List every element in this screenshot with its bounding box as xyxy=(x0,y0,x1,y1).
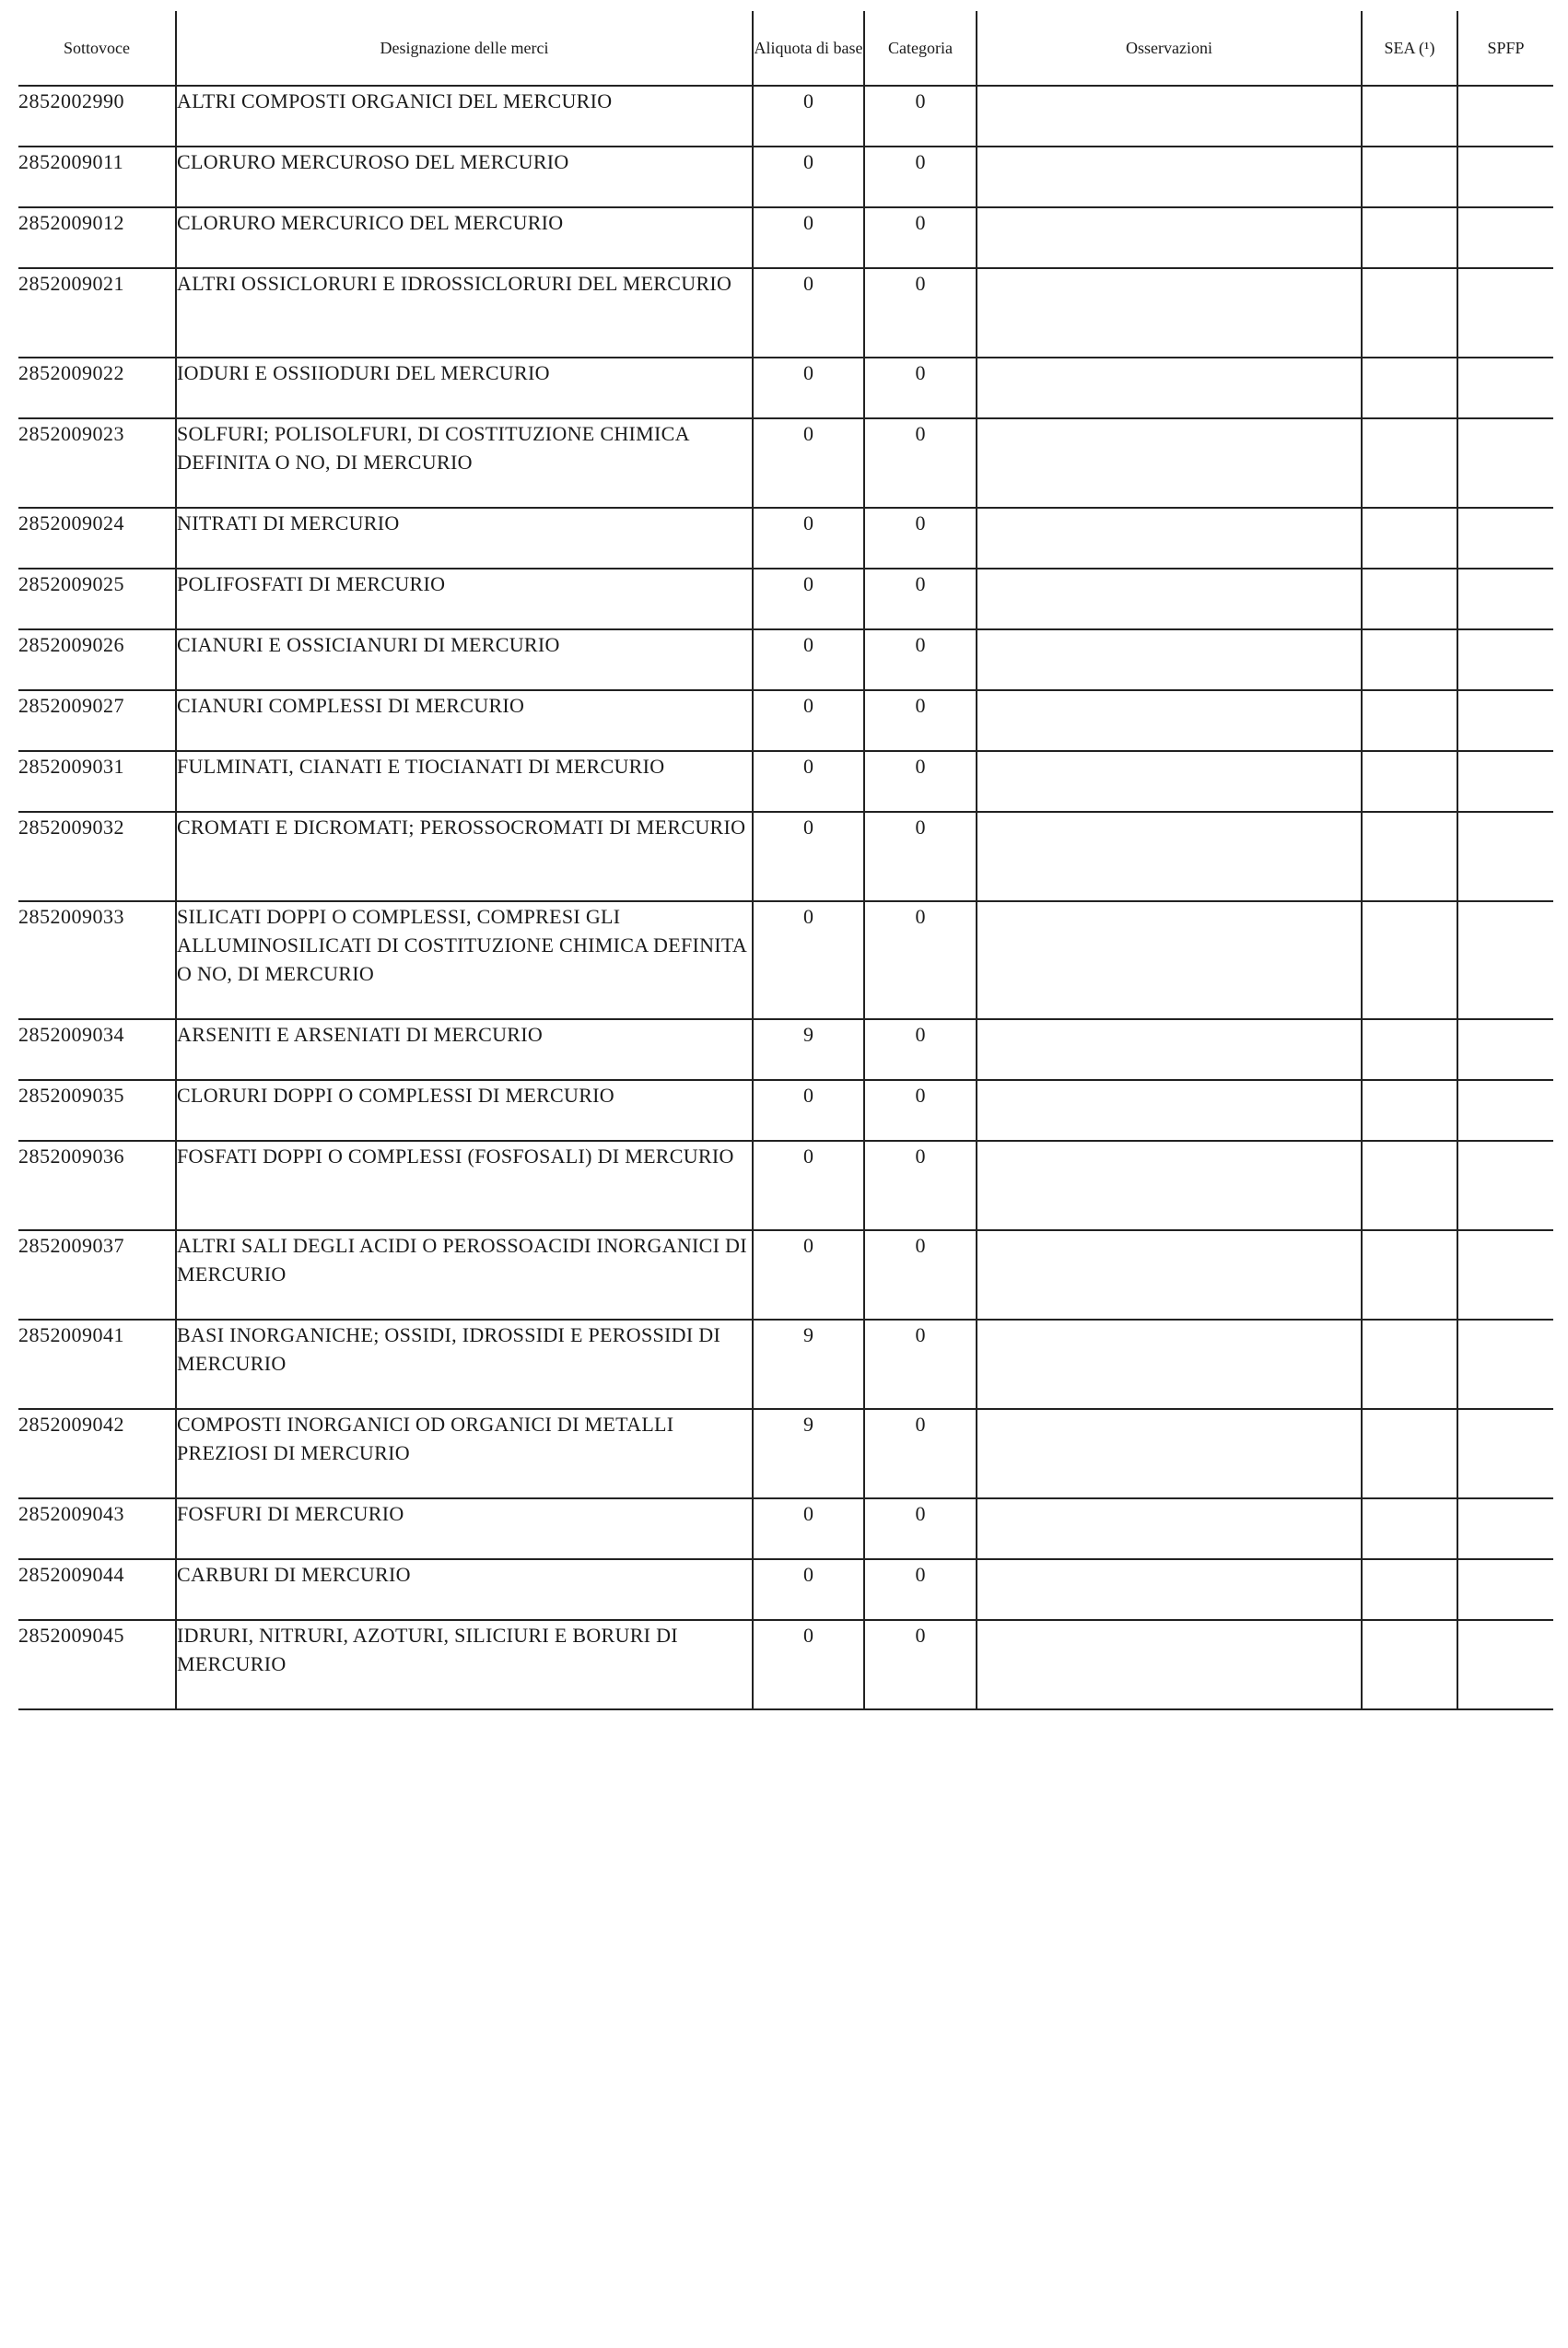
cell-sea xyxy=(1362,751,1457,812)
cell-rate: 9 xyxy=(753,1320,864,1409)
table-row xyxy=(18,629,1553,690)
cell-category: 0 xyxy=(864,1559,977,1620)
cell-code: 2852009012 xyxy=(18,207,176,268)
cell-code: 2852009037 xyxy=(18,1230,176,1320)
cell-observations xyxy=(977,1559,1362,1620)
cell-spfp xyxy=(1457,1141,1553,1230)
table-row xyxy=(18,86,1553,147)
table-row xyxy=(18,1409,1553,1498)
cell-sea xyxy=(1362,508,1457,569)
cell-sea xyxy=(1362,86,1457,147)
cell-code: 2852009025 xyxy=(18,569,176,629)
header-code: Sottovoce xyxy=(18,11,176,86)
cell-rate: 0 xyxy=(753,690,864,751)
cell-category: 0 xyxy=(864,629,977,690)
cell-observations xyxy=(977,1498,1362,1559)
cell-spfp xyxy=(1457,268,1553,358)
cell-spfp xyxy=(1457,418,1553,508)
cell-code: 2852009022 xyxy=(18,358,176,418)
cell-spfp xyxy=(1457,569,1553,629)
cell-category: 0 xyxy=(864,207,977,268)
cell-description: NITRATI DI MERCURIO xyxy=(176,508,753,569)
table-row xyxy=(18,1141,1553,1230)
cell-rate: 0 xyxy=(753,1559,864,1620)
cell-description: FULMINATI, CIANATI E TIOCIANATI DI MERCURIO xyxy=(176,751,753,812)
cell-spfp xyxy=(1457,508,1553,569)
cell-observations xyxy=(977,358,1362,418)
cell-category: 0 xyxy=(864,268,977,358)
cell-observations xyxy=(977,690,1362,751)
header-row xyxy=(18,11,1553,86)
cell-observations xyxy=(977,751,1362,812)
cell-rate: 0 xyxy=(753,629,864,690)
table-row xyxy=(18,1620,1553,1709)
cell-spfp xyxy=(1457,1230,1553,1320)
cell-category: 0 xyxy=(864,147,977,207)
cell-observations xyxy=(977,1620,1362,1709)
cell-category: 0 xyxy=(864,812,977,901)
cell-spfp xyxy=(1457,1498,1553,1559)
cell-spfp xyxy=(1457,1320,1553,1409)
cell-description: CIANURI COMPLESSI DI MERCURIO xyxy=(176,690,753,751)
cell-description: CARBURI DI MERCURIO xyxy=(176,1559,753,1620)
table-row xyxy=(18,1498,1553,1559)
cell-rate: 0 xyxy=(753,418,864,508)
cell-rate: 0 xyxy=(753,207,864,268)
cell-observations xyxy=(977,1230,1362,1320)
cell-description: CLORURO MERCUROSO DEL MERCURIO xyxy=(176,147,753,207)
cell-rate: 0 xyxy=(753,569,864,629)
cell-category: 0 xyxy=(864,508,977,569)
cell-code: 2852009021 xyxy=(18,268,176,358)
cell-observations xyxy=(977,1141,1362,1230)
cell-code: 2852009023 xyxy=(18,418,176,508)
cell-category: 0 xyxy=(864,1498,977,1559)
table-row xyxy=(18,901,1553,1019)
cell-description: CIANURI E OSSICIANURI DI MERCURIO xyxy=(176,629,753,690)
cell-sea xyxy=(1362,1141,1457,1230)
cell-code: 2852009035 xyxy=(18,1080,176,1141)
cell-sea xyxy=(1362,1230,1457,1320)
cell-observations xyxy=(977,1019,1362,1080)
cell-spfp xyxy=(1457,751,1553,812)
cell-observations xyxy=(977,508,1362,569)
cell-description: FOSFURI DI MERCURIO xyxy=(176,1498,753,1559)
table-row xyxy=(18,812,1553,901)
cell-rate: 0 xyxy=(753,1620,864,1709)
cell-rate: 0 xyxy=(753,812,864,901)
cell-description: FOSFATI DOPPI O COMPLESSI (FOSFOSALI) DI MERCURIO xyxy=(176,1141,753,1230)
table-row xyxy=(18,1230,1553,1320)
cell-spfp xyxy=(1457,86,1553,147)
cell-spfp xyxy=(1457,1080,1553,1141)
header-spfp: SPFP xyxy=(1457,11,1553,86)
cell-category: 0 xyxy=(864,86,977,147)
cell-observations xyxy=(977,569,1362,629)
cell-spfp xyxy=(1457,1019,1553,1080)
table-row xyxy=(18,207,1553,268)
cell-description: IODURI E OSSIIODURI DEL MERCURIO xyxy=(176,358,753,418)
cell-sea xyxy=(1362,569,1457,629)
cell-category: 0 xyxy=(864,1320,977,1409)
cell-sea xyxy=(1362,1320,1457,1409)
table-row xyxy=(18,147,1553,207)
cell-code: 2852009034 xyxy=(18,1019,176,1080)
table-row xyxy=(18,569,1553,629)
cell-sea xyxy=(1362,1498,1457,1559)
cell-code: 2852009043 xyxy=(18,1498,176,1559)
cell-code: 2852009031 xyxy=(18,751,176,812)
cell-rate: 0 xyxy=(753,1080,864,1141)
cell-observations xyxy=(977,629,1362,690)
cell-spfp xyxy=(1457,207,1553,268)
cell-code: 2852009045 xyxy=(18,1620,176,1709)
cell-observations xyxy=(977,86,1362,147)
cell-code: 2852009033 xyxy=(18,901,176,1019)
cell-rate: 9 xyxy=(753,1409,864,1498)
cell-sea xyxy=(1362,1019,1457,1080)
cell-sea xyxy=(1362,1620,1457,1709)
cell-description: SILICATI DOPPI O COMPLESSI, COMPRESI GLI ALLUMINOSILICATI DI COSTITUZIONE CHIMICA DEFINITA O NO, DI MERCURIO xyxy=(176,901,753,1019)
cell-code: 2852009041 xyxy=(18,1320,176,1409)
cell-code: 2852009026 xyxy=(18,629,176,690)
header-rate: Aliquota di base xyxy=(753,11,864,86)
cell-category: 0 xyxy=(864,358,977,418)
cell-rate: 0 xyxy=(753,147,864,207)
cell-spfp xyxy=(1457,147,1553,207)
cell-spfp xyxy=(1457,1620,1553,1709)
cell-description: ALTRI COMPOSTI ORGANICI DEL MERCURIO xyxy=(176,86,753,147)
cell-code: 2852009042 xyxy=(18,1409,176,1498)
cell-observations xyxy=(977,207,1362,268)
table-row xyxy=(18,1080,1553,1141)
cell-sea xyxy=(1362,418,1457,508)
table-row xyxy=(18,418,1553,508)
cell-description: IDRURI, NITRURI, AZOTURI, SILICIURI E BORURI DI MERCURIO xyxy=(176,1620,753,1709)
tariff-table xyxy=(18,11,1553,1710)
cell-code: 2852002990 xyxy=(18,86,176,147)
cell-category: 0 xyxy=(864,1409,977,1498)
cell-description: ALTRI OSSICLORURI E IDROSSICLORURI DEL MERCURIO xyxy=(176,268,753,358)
cell-sea xyxy=(1362,358,1457,418)
cell-sea xyxy=(1362,1409,1457,1498)
table-row xyxy=(18,358,1553,418)
cell-sea xyxy=(1362,629,1457,690)
cell-sea xyxy=(1362,901,1457,1019)
table-row xyxy=(18,268,1553,358)
header-category: Categoria xyxy=(864,11,977,86)
cell-category: 0 xyxy=(864,690,977,751)
cell-code: 2852009027 xyxy=(18,690,176,751)
cell-observations xyxy=(977,268,1362,358)
cell-rate: 0 xyxy=(753,508,864,569)
cell-sea xyxy=(1362,268,1457,358)
cell-rate: 9 xyxy=(753,1019,864,1080)
cell-rate: 0 xyxy=(753,1498,864,1559)
cell-observations xyxy=(977,1409,1362,1498)
table-row xyxy=(18,1559,1553,1620)
cell-spfp xyxy=(1457,812,1553,901)
cell-description: ARSENITI E ARSENIATI DI MERCURIO xyxy=(176,1019,753,1080)
cell-spfp xyxy=(1457,1409,1553,1498)
cell-code: 2852009011 xyxy=(18,147,176,207)
cell-code: 2852009024 xyxy=(18,508,176,569)
cell-description: CROMATI E DICROMATI; PEROSSOCROMATI DI MERCURIO xyxy=(176,812,753,901)
cell-spfp xyxy=(1457,1559,1553,1620)
cell-category: 0 xyxy=(864,418,977,508)
cell-category: 0 xyxy=(864,569,977,629)
table-row xyxy=(18,508,1553,569)
cell-spfp xyxy=(1457,901,1553,1019)
cell-rate: 0 xyxy=(753,751,864,812)
cell-description: POLIFOSFATI DI MERCURIO xyxy=(176,569,753,629)
cell-observations xyxy=(977,1320,1362,1409)
cell-observations xyxy=(977,901,1362,1019)
table-row xyxy=(18,751,1553,812)
cell-code: 2852009044 xyxy=(18,1559,176,1620)
cell-code: 2852009036 xyxy=(18,1141,176,1230)
cell-category: 0 xyxy=(864,1230,977,1320)
cell-code: 2852009032 xyxy=(18,812,176,901)
cell-category: 0 xyxy=(864,1141,977,1230)
header-sea: SEA (¹) xyxy=(1362,11,1457,86)
cell-description: CLORURO MERCURICO DEL MERCURIO xyxy=(176,207,753,268)
cell-observations xyxy=(977,147,1362,207)
cell-description: COMPOSTI INORGANICI OD ORGANICI DI METALLI PREZIOSI DI MERCURIO xyxy=(176,1409,753,1498)
header-observations: Osservazioni xyxy=(977,11,1362,86)
cell-rate: 0 xyxy=(753,901,864,1019)
cell-description: ALTRI SALI DEGLI ACIDI O PEROSSOACIDI INORGANICI DI MERCURIO xyxy=(176,1230,753,1320)
table-row xyxy=(18,1320,1553,1409)
cell-rate: 0 xyxy=(753,268,864,358)
cell-observations xyxy=(977,418,1362,508)
cell-category: 0 xyxy=(864,901,977,1019)
cell-description: CLORURI DOPPI O COMPLESSI DI MERCURIO xyxy=(176,1080,753,1141)
cell-sea xyxy=(1362,207,1457,268)
cell-observations xyxy=(977,1080,1362,1141)
cell-sea xyxy=(1362,690,1457,751)
cell-category: 0 xyxy=(864,1080,977,1141)
cell-rate: 0 xyxy=(753,1230,864,1320)
cell-description: BASI INORGANICHE; OSSIDI, IDROSSIDI E PEROSSIDI DI MERCURIO xyxy=(176,1320,753,1409)
header-description: Designazione delle merci xyxy=(176,11,753,86)
table-row xyxy=(18,1019,1553,1080)
cell-rate: 0 xyxy=(753,1141,864,1230)
cell-category: 0 xyxy=(864,1620,977,1709)
cell-spfp xyxy=(1457,629,1553,690)
cell-category: 0 xyxy=(864,751,977,812)
cell-description: SOLFURI; POLISOLFURI, DI COSTITUZIONE CHIMICA DEFINITA O NO, DI MERCURIO xyxy=(176,418,753,508)
cell-sea xyxy=(1362,1559,1457,1620)
cell-sea xyxy=(1362,812,1457,901)
cell-spfp xyxy=(1457,690,1553,751)
cell-category: 0 xyxy=(864,1019,977,1080)
cell-spfp xyxy=(1457,358,1553,418)
cell-rate: 0 xyxy=(753,358,864,418)
cell-sea xyxy=(1362,1080,1457,1141)
cell-rate: 0 xyxy=(753,86,864,147)
cell-sea xyxy=(1362,147,1457,207)
cell-observations xyxy=(977,812,1362,901)
table-row xyxy=(18,690,1553,751)
